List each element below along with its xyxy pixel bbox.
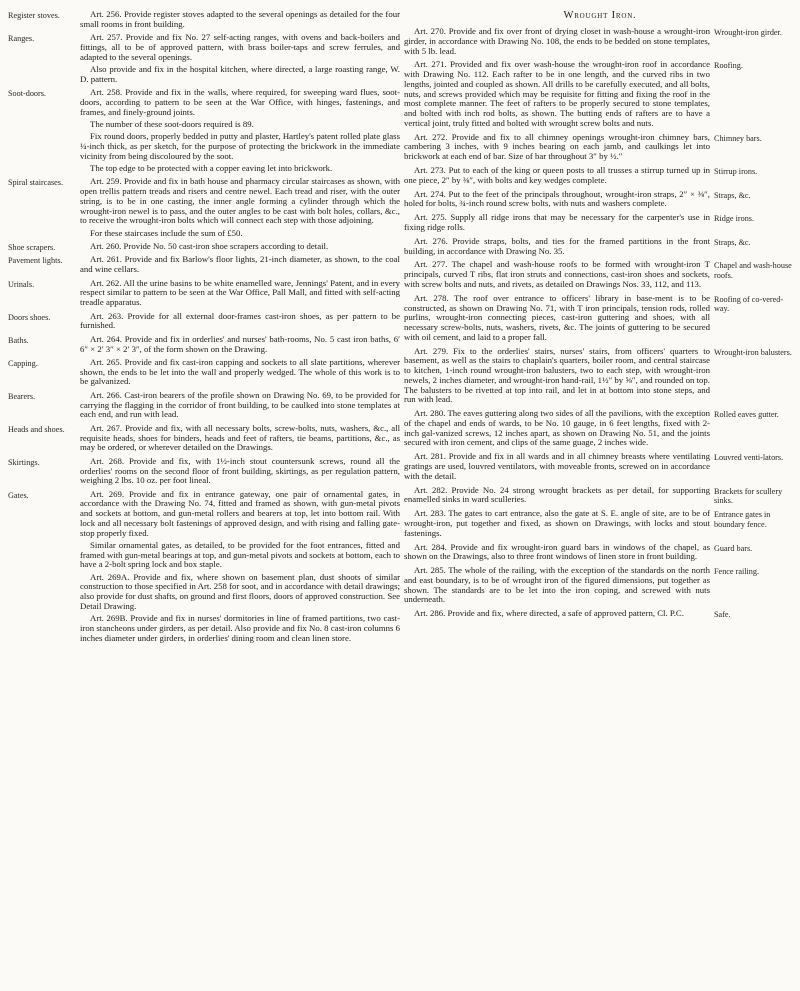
article-text: [404, 452, 710, 484]
article-entry: [404, 213, 796, 235]
margin-note: Wrought-iron balusters.: [714, 347, 792, 357]
article-entry: [404, 452, 796, 484]
article-paragraph: Art. 275. Supply all ridge irons that may be necessary for the carpenter's use in fixing ridge rolls.: [404, 212, 710, 232]
margin-note: Louvred venti-lators.: [714, 453, 784, 463]
article-entry: [8, 88, 400, 176]
article-entry: [404, 133, 796, 165]
article-text: [80, 391, 400, 423]
left-column: [8, 10, 400, 647]
article-entry: [404, 237, 796, 259]
article-paragraph: For these staircases include the sum of £50.: [90, 227, 243, 238]
article-text: [404, 294, 710, 345]
article-paragraph: Art. 266. Cast-iron bearers of the profile shown on Drawing No. 69, to be provided for carrying the flagging in the corridor of front building, to be caulked into stone templates at each end, and run with lead.: [80, 389, 400, 420]
margin-note: Doors shoes.: [8, 312, 51, 322]
margin-note: Straps, &c.: [714, 190, 751, 200]
article-text: [404, 566, 710, 608]
margin-note: Rolled eaves gutter.: [714, 410, 779, 420]
article-entry: [8, 177, 400, 241]
margin-note: Shoe scrapers.: [8, 243, 56, 252]
article-paragraph: Art. 260. Provide No. 50 cast-iron shoe scrapers according to detail.: [90, 241, 329, 251]
article-text: [404, 260, 710, 292]
article-paragraph: Also provide and fix in the hospital kitchen, where directed, a large roasting range, W. D. pattern.: [80, 63, 400, 84]
margin-note: Spiral staircases.: [8, 178, 64, 188]
article-paragraph: Art. 264. Provide and fix in orderlies' and nurses' bath-rooms, No. 5 cast iron baths, 6′ 6″ × 2′ 3″ × 2′ 3″, of the form shown on the Drawing.: [80, 333, 400, 354]
article-paragraph: Art. 267. Provide and fix, with all necessary bolts, screw-bolts, nuts, washers, &c., all requisite heads, shoes for binders, heads and feet of rafters, tie beams, partitions, &c., as may be ordered, or wherever detailed on the Drawings.: [80, 422, 400, 453]
article-entry: [404, 609, 796, 621]
article-paragraph: Art. 259. Provide and fix in bath house and pharmacy circular staircases as shown, with open trellis pattern treads and risers and centre newel. Each tread and riser, with the outer string, is to be in one casting, the inner angle forming a cylinder through which the wrought-iron newel is to pass, and the outer angles to be cast with bolt holes, collars, &c., to receive the wrought-iron bolts which will connect each step with those adjoining.: [80, 176, 400, 226]
article-entry: [404, 509, 796, 541]
article-paragraph: Art. 278. The roof over entrance to officers' library in base-ment is to be constructed, as shown on Drawing No. 71, with T iron principals, tension rods, rolled purlins, wrought-iron connecting pieces, cast-iron guttering and shoes, with all necessary screw-bolts, nuts, washers, rivets, &c. The joints of guttering to be secured with oil cement, and laid to a proper fall.: [404, 292, 710, 342]
margin-note: Guard bars.: [714, 543, 753, 553]
article-entry: [404, 166, 796, 188]
article-paragraph: Art. 262. All the urine basins to be white enamelled ware, Jennings' Patent, and in every respect similar to pattern to be seen at the War Office, Pall Mall, and fitted with self-acting treadle apparatus.: [80, 277, 400, 308]
article-text: [404, 409, 710, 451]
article-entry: [8, 335, 400, 357]
article-entry: [8, 33, 400, 87]
article-entry: [8, 279, 400, 311]
margin-note: Register stoves.: [8, 11, 60, 20]
article-paragraph: Art. 257. Provide and fix No. 27 self-acting ranges, with ovens and back-boilers and fittings, all to be of approved pattern, with brass boiler-taps and screw ferrules, and adapted to the several openings.: [80, 32, 400, 62]
article-paragraph: Art. 272. Provide and fix to all chimney openings wrought-iron chimney bars, cambering 3 inches, with 9 inches bearing on each jamb, and caulkings let into brickwork at each end of bar. Size of bar throughout 3″ by ½.″: [404, 131, 710, 162]
article-text: [404, 609, 710, 621]
article-entry: [404, 27, 796, 59]
margin-note: Fence railing.: [714, 567, 760, 577]
margin-note: Ridge irons.: [714, 214, 755, 224]
article-paragraph: Art. 258. Provide and fix in the walls, where required, for sweeping ward flues, soot-doors, according to pattern to be seen at the War Office, with hinges, fastenings, and frames, and finely-ground joints.: [80, 87, 400, 117]
article-text: [80, 177, 400, 241]
article-text: [404, 190, 710, 212]
article-paragraph: Art. 263. Provide for all external door-frames cast-iron shoes, as per pattern to be furnished.: [80, 310, 400, 331]
margin-note: Roofing of co-vered-way.: [714, 294, 784, 314]
article-paragraph: Art. 261. Provide and fix Barlow's floor lights, 21-inch diameter, as shown, to the coal and wine cellars.: [80, 254, 400, 275]
article-entry: [8, 10, 400, 32]
article-paragraph: Art. 271. Provided and fix over wash-house the wrought-iron roof in accordance with Drawing No. 112. Each rafter to be in one length, and the curved ribs in two lengths, jointed and coupled as shown. All drills to be carefully executed, and all bolts, nuts, and screws provided which may be requisite for fitting and fixing the roof in the most complete manner. The feet of rafters to be properly secured to stone templates, and bolted with inch rod bolts, as shown. The butting ends of rafters are to have a vertical joint, truly fitted and bolted with wrought screw bolts and nuts.: [404, 59, 710, 128]
article-text: [80, 358, 400, 390]
article-entry: [8, 312, 400, 334]
margin-note: Roofing.: [714, 61, 743, 71]
article-entry: [8, 358, 400, 390]
article-entry: [404, 190, 796, 212]
article-text: [404, 347, 710, 408]
article-entry: [404, 60, 796, 131]
article-text: [80, 490, 400, 646]
margin-note: Urinals.: [8, 279, 35, 289]
article-paragraph: Art. 269A. Provide and fix, where shown on basement plan, dust shoots of similar construction to those specified in Art. 258 for soot, and in accordance with detail drawings; also provide for dust shafts, on ground and first floors, doors of approved construction. See Detail Drawing.: [80, 571, 400, 611]
article-entry: [8, 242, 400, 254]
article-text: [404, 133, 710, 165]
article-text: [80, 335, 400, 357]
article-text: [80, 279, 400, 311]
margin-note: Chimney bars.: [714, 133, 762, 143]
article-paragraph: Art. 256. Provide register stoves adapted to the several openings as detailed for the four small rooms in front building.: [80, 9, 400, 29]
article-paragraph: Art. 279. Fix to the orderlies' stairs, nurses' stairs, from officers' quarters to basement, as well as the stairs to chaplain's quarters, boiler room, and central staircase to kitchen, 1-inch round wrought-iron balusters, two to each step, with wrought-iron newels, 2 inches diameter, and wrought-iron hand-rail, 1½″ by ⅝″, and rounded on top. The balusters to be rivetted at top into rail, and let in at bottom into stone steps, and run with lead.: [404, 345, 710, 405]
article-entry: [8, 424, 400, 456]
article-text: [404, 27, 710, 59]
article-text: [404, 166, 710, 188]
article-paragraph: Art. 268. Provide and fix, with 1½-inch stout countersunk screws, round all the orderlies' rooms on the second floor of front building, skirtings, as per regulation pattern, weighing 2 lbs. 10 oz. per foot lineal.: [80, 455, 400, 486]
article-entry: [8, 490, 400, 646]
article-paragraph: Art. 281. Provide and fix in all wards and in all chimney breasts where ventilating gratings are used, louvred ventilators, with moveable fronts, screwed on in accordance with the detail.: [404, 451, 710, 481]
article-paragraph: Similar ornamental gates, as detailed, to be provided for the foot entrances, fitted and framed with gun-metal bearings at top, and gun-metal pivots and sockets at bottom, each to have a 2-bolt spring lock and box staple.: [80, 539, 400, 570]
article-paragraph: Art. 286. Provide and fix, where directed, a safe of approved pattern, Cl. P.C.: [414, 608, 684, 619]
article-text: [80, 312, 400, 334]
article-text: [80, 10, 400, 32]
article-entry: [404, 486, 796, 508]
margin-note: Safe.: [714, 610, 731, 620]
article-text: [80, 457, 400, 489]
right-articles: [404, 27, 796, 622]
article-paragraph: Art. 283. The gates to cart entrance, also the gate at S. E. angle of site, are to be of wrought-iron, put together and fixed, as shown on Drawings, with locks and stout fastenings.: [404, 508, 710, 538]
article-text: [404, 60, 710, 131]
article-text: [404, 543, 710, 565]
margin-note: Ranges.: [8, 34, 35, 44]
article-paragraph: Art. 282. Provide No. 24 strong wrought brackets as per detail, for supporting enamelled sinks in ward sculleries.: [404, 484, 710, 505]
article-paragraph: Art. 273. Put to each of the king or queen posts to all trusses a stirrup turned up in one piece, 2″ by ⅜″, with bolts and key wedges complete.: [404, 165, 710, 185]
section-heading: Wrought Iron.: [563, 10, 637, 21]
article-entry: [404, 543, 796, 565]
article-paragraph: Art. 277. The chapel and wash-house roofs to be formed with wrought-iron T principals, curved T ribs, flat iron struts and connections, cast-iron shoes and sockets, with screw bolts and nuts, and rivets, as detailed on Drawings Nos. 33, 112, and 113.: [404, 259, 710, 289]
article-entry: [8, 255, 400, 277]
margin-note: Baths.: [8, 335, 29, 345]
margin-note: Brackets for scullery sinks.: [714, 486, 783, 506]
margin-note: Chapel and wash-house roofs.: [714, 261, 792, 280]
article-text: [80, 242, 400, 254]
article-paragraph: Art. 269. Provide and fix in entrance gateway, one pair of ornamental gates, in accordance with the Drawing No. 74, fitted and framed as shown, with gun-metal pivots and sockets at bottom, and gun-metal rollers and bearers at top, let into bottom rail. With lock and all necessary bolt fastenings of approved design, and with rising and falling gate-stop properly fixed.: [80, 488, 400, 538]
article-entry: [404, 566, 796, 608]
article-paragraph: Art. 276. Provide straps, bolts, and ties for the framed partitions in the front building, in accordance with Drawing No. 35.: [404, 235, 710, 256]
right-column: [404, 10, 796, 623]
article-entry: [404, 347, 796, 408]
article-paragraph: Art. 284. Provide and fix wrought-iron guard bars in windows of the chapel, as shown on the Drawings, also to three front windows of linen store in front building.: [404, 541, 710, 562]
article-paragraph: Art. 269B. Provide and fix in nurses' dormitories in line of framed partitions, two cast-iron stancheons under girders, as per detail. Also provide and fix No. 8 cast-iron columns 6 inches diameter under girders, in orderlies' dining room and clean linen store.: [80, 613, 400, 643]
article-entry: [8, 457, 400, 489]
article-entry: [404, 409, 796, 451]
article-entry: [404, 294, 796, 345]
article-paragraph: The top edge to be protected with a copper eaving let into brickwork.: [90, 162, 333, 173]
margin-note: Straps, &c.: [714, 237, 751, 247]
margin-note: Skirtings.: [8, 457, 40, 467]
article-paragraph: Fix round doors, properly bedded in putty and plaster, Hartley's patent rolled plate glass ¼-inch thick, as per sketch, for the purpose of protecting the brickwork in the immediate vicinity from being discoloured by the soot.: [80, 131, 400, 161]
article-text: [80, 424, 400, 456]
margin-note: Stirrup irons.: [714, 167, 758, 177]
article-paragraph: The number of these soot-doors required is 89.: [90, 118, 254, 129]
article-text: [404, 213, 710, 235]
article-text: [80, 255, 400, 277]
article-entry: [8, 391, 400, 423]
article-entry: [404, 260, 796, 292]
margin-note: Capping.: [8, 358, 38, 368]
margin-note: Gates.: [8, 490, 29, 500]
margin-note: Entrance gates in boundary fence.: [714, 510, 771, 529]
article-paragraph: Art. 280. The eaves guttering along two sides of all the pavilions, with the exception of the chapel and ends of wards, to be No. 10 gauge, in 6 feet lengths, fixed with 2-inch gal-vanized screws, 12 inches apart, as shown on Drawing No. 51, and the joints secured with iron cement, and clips of the same guage, 2 inches wide.: [404, 408, 710, 448]
margin-note: Pavement lights.: [8, 256, 63, 266]
margin-note: Soot-doors.: [8, 89, 46, 99]
article-text: [80, 88, 400, 176]
article-text: [404, 237, 710, 259]
article-text: [80, 33, 400, 87]
article-paragraph: Art. 274. Put to the feet of the principals throughout, wrought-iron straps, 2″ × ⅜″, holed for bolts, ¾-inch round screw bolts, with nuts and washers complete.: [404, 188, 710, 209]
article-paragraph: Art. 285. The whole of the railing, with the exception of the standards on the north and east boundary, is to be of wrought iron of the figured dimensions, put together as shown. The standards are to be let into the iron coping, and screwed with nuts underneath.: [404, 565, 710, 605]
left-articles: [8, 10, 400, 646]
margin-note: Wrought-iron girder.: [714, 28, 782, 37]
margin-note: Bearers.: [8, 391, 36, 401]
article-text: [404, 486, 710, 508]
article-paragraph: Art. 265. Provide and fix cast-iron capping and sockets to all slate partitions, wherever shown, the ends to be let into the wall and properly wedged. The whole of this work is to be galvanized.: [80, 356, 400, 387]
article-text: [404, 509, 710, 541]
margin-note: Heads and shoes.: [8, 424, 65, 434]
article-paragraph: Art. 270. Provide and fix over front of drying closet in wash-house a wrought-iron girder, in accordance with Drawing No. 108, the ends to be bedded on stone templates, with 5 lb. lead.: [404, 26, 710, 56]
